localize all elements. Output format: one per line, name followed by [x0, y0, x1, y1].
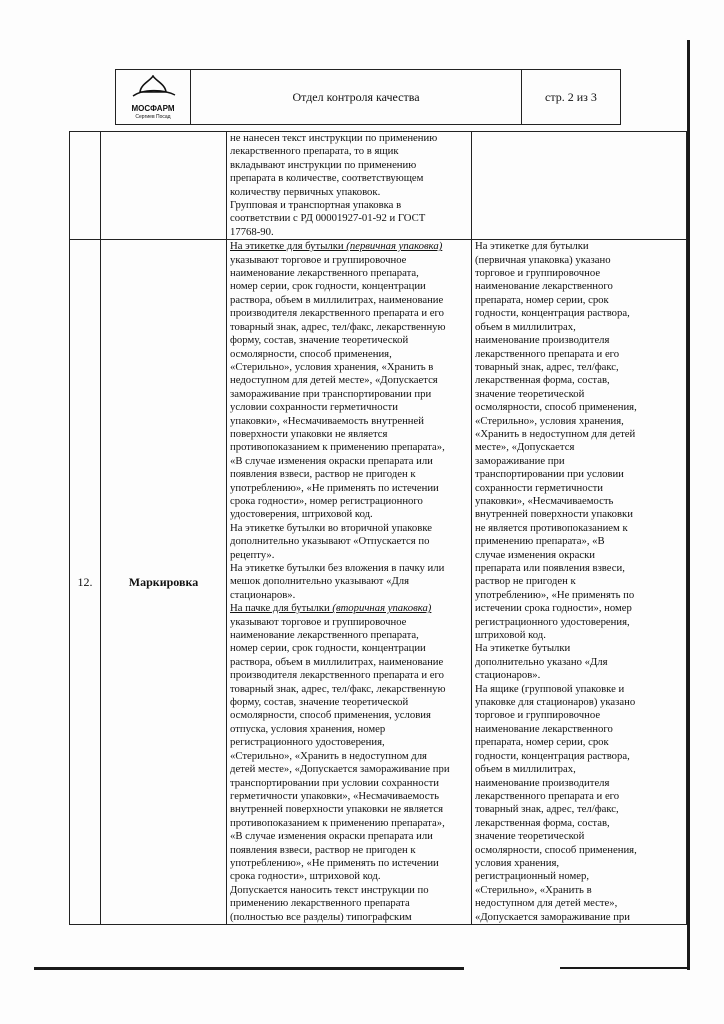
requirement-line: препарата в количестве, соответствующем: [230, 172, 424, 185]
requirement-line: форму, состав, значение теоретической: [230, 696, 409, 709]
result-line: упаковки», «Несмачиваемость: [475, 494, 614, 507]
requirement-line: лекарственного препарата, то в ящик: [230, 145, 399, 158]
requirement-line: раствора, объем в миллилитрах, наименование: [230, 655, 444, 668]
result-line: наименование лекарственного: [475, 722, 613, 735]
scan-bottom-edge-shadow-right: [560, 967, 688, 969]
result-cell: [472, 240, 687, 925]
requirement-line: недоступном для детей месте», «Допускается: [230, 374, 438, 387]
result-line: лекарственного препарата и его: [475, 347, 620, 360]
requirement-line: форму, состав, значение теоретической: [230, 334, 409, 347]
requirement-line: стационаров».: [230, 588, 296, 601]
requirement-line: поверхности упаковки не является: [230, 427, 388, 440]
requirement-block-b: [230, 616, 471, 924]
requirement-line-primary: [230, 240, 471, 253]
result-line: На этикетке для бутылки: [475, 240, 589, 253]
result-line: «Стерильно», условия хранения,: [475, 414, 624, 427]
result-line: лекарственная форма, состав,: [475, 816, 610, 829]
requirement-line: осмолярности, способ применения, условия: [230, 709, 431, 722]
requirement-line: употреблению», «Не применять по истечении: [230, 856, 439, 869]
result-line: объем в миллилитрах,: [475, 763, 576, 776]
requirement-line: «Стерильно», «Хранить в недоступном для: [230, 749, 427, 762]
row-name-cell: [101, 132, 227, 240]
requirement-line: замораживание при транспортировании при: [230, 387, 432, 400]
requirement-line: «Стерильно», условия хранения, «Хранить в: [230, 360, 434, 373]
row-name-cell: [101, 240, 227, 925]
table-row: [70, 132, 687, 240]
result-line: случае изменения окраски: [475, 548, 596, 561]
requirement-line: Групповая и транспортная упаковка в: [230, 199, 402, 212]
table-row: [70, 240, 687, 925]
requirement-line: не нанесен текст инструкции по применению: [230, 132, 438, 144]
result-line: годности, концентрация раствора,: [475, 749, 630, 762]
result-line: торговое и группировочное: [475, 709, 601, 722]
result-line: объем в миллилитрах,: [475, 320, 576, 333]
requirement-text: [227, 132, 471, 239]
requirement-line: герметичности упаковки», «Несмачиваемость: [230, 789, 439, 802]
requirement-line: На этикетке бутылки без вложения в пачку или: [230, 562, 445, 574]
requirement-secondary-prefix: На пачке для бутылки: [230, 602, 333, 615]
requirement-line: срока годности», номер регистрационного: [230, 494, 423, 507]
requirement-primary-emph: (первичная упаковка): [346, 240, 443, 253]
requirement-line: номер серии, срок годности, концентрации: [230, 642, 426, 655]
result-line: осмолярности, способ применения,: [475, 401, 637, 414]
result-cell: [472, 132, 687, 240]
result-line: замораживание при: [475, 454, 565, 467]
result-line: препарата, номер серии, срок: [475, 736, 609, 749]
requirement-line: «В случае изменения окраски препарата или: [230, 454, 433, 467]
row-number-cell: [70, 132, 101, 240]
result-line: товарный знак, адрес, тел/факс,: [475, 803, 619, 816]
requirement-line: употреблению», «Не применять по истечении: [230, 481, 439, 494]
result-line: наименование производителя: [475, 776, 610, 789]
requirement-line: дополнительно указывают «Отпускается по: [230, 535, 430, 548]
result-line: значение теоретической: [475, 387, 585, 400]
result-line: препарата или появления взвеси,: [475, 562, 625, 574]
row-number: 12.: [77, 574, 93, 589]
result-line: регистрационный номер,: [475, 870, 589, 883]
result-line: На ящике (групповой упаковке и: [475, 682, 625, 695]
result-line: внутренней поверхности упаковки: [475, 508, 633, 521]
requirement-line: указывают торговое и группировочное: [230, 615, 407, 628]
result-line: сохранности герметичности: [475, 481, 604, 494]
requirement-line: отпуска, условия хранения, номер: [230, 722, 386, 735]
requirement-line: детей месте», «Допускается замораживание при: [230, 763, 450, 776]
result-line: транспортировании при условии: [475, 468, 624, 481]
requirement-line: раствора, объем в миллилитрах, наименование: [230, 293, 444, 306]
requirement-line-secondary: [230, 602, 471, 615]
requirement-line: производителя лекарственного препарата и его: [230, 307, 444, 320]
result-line: не является противопоказанием к: [475, 521, 628, 534]
requirement-line: «В случае изменения окраски препарата или: [230, 830, 433, 843]
result-line: лекарственная форма, состав,: [475, 374, 610, 387]
document-header: [115, 69, 621, 125]
result-line: (первичная упаковка) указано: [475, 253, 611, 266]
requirement-line: наименование лекарственного препарата,: [230, 267, 419, 280]
result-line: штриховой код.: [475, 629, 546, 642]
requirement-line: На этикетке бутылки во вторичной упаковке: [230, 521, 432, 534]
result-line: регистрационного удостоверения,: [475, 615, 630, 628]
requirement-line: срока годности», штриховой код.: [230, 870, 381, 883]
row-name: Маркировка: [128, 574, 199, 589]
row-number-cell: [70, 240, 101, 925]
result-text: [472, 240, 686, 924]
requirement-line: появления взвеси, раствор не пригоден к: [230, 843, 416, 856]
requirement-line: товарный знак, адрес, тел/факс, лекарственную: [230, 320, 446, 333]
requirement-line: товарный знак, адрес, тел/факс, лекарственную: [230, 682, 446, 695]
requirement-cell: [227, 132, 472, 240]
requirement-line: условии сохранности герметичности: [230, 401, 398, 414]
result-line: стационаров».: [475, 669, 541, 682]
result-line: употреблению», «Не применять по: [475, 588, 635, 601]
requirement-line: указывают торговое и группировочное: [230, 253, 407, 266]
requirement-line: транспортировании при условии сохранности: [230, 776, 439, 789]
requirement-line: внутренней поверхности упаковки не является: [230, 803, 444, 816]
result-line: «Хранить в недоступном для детей: [475, 427, 636, 440]
requirement-line: 17768-90.: [230, 225, 274, 238]
requirement-line: удостоверения, штриховой код.: [230, 508, 373, 521]
requirement-line: появления взвеси, раствор не пригоден к: [230, 468, 416, 481]
logo-subtitle: Сергиев Посад: [135, 113, 171, 120]
result-line: применению препарата», «В: [475, 535, 605, 548]
requirement-line: мешок дополнительно указывают «Для: [230, 575, 410, 588]
scan-right-edge-shadow: [687, 40, 690, 970]
requirement-primary-prefix: На этикетке для бутылки: [230, 240, 347, 253]
result-line: торговое и группировочное: [475, 267, 601, 280]
requirement-line: наименование лекарственного препарата,: [230, 629, 419, 642]
requirement-line: (полностью все разделы) типографским: [230, 910, 412, 923]
result-line: условия хранения,: [475, 856, 560, 869]
requirement-block-a: [230, 254, 471, 603]
requirement-line: Допускается наносить текст инструкции по: [230, 883, 429, 896]
department-title: Отдел контроля качества: [191, 70, 522, 125]
result-line: раствор не пригоден к: [475, 575, 576, 588]
result-line: упаковке для стационаров) указано: [475, 696, 636, 709]
logo-name: МОСФАРМ: [131, 103, 175, 113]
result-line: «Допускается замораживание при: [475, 910, 630, 923]
requirement-line: противопоказанием к применению препарата»,: [230, 441, 445, 454]
requirement-line: номер серии, срок годности, концентрации: [230, 280, 426, 293]
result-line: наименование производителя: [475, 334, 610, 347]
requirement-line: применению лекарственного препарата: [230, 897, 410, 910]
requirement-line: производителя лекарственного препарата и его: [230, 669, 444, 682]
result-line: осмолярности, способ применения,: [475, 843, 637, 856]
requirement-line: противопоказанием к применению препарата»,: [230, 816, 445, 829]
result-line: лекарственного препарата и его: [475, 789, 620, 802]
result-line: месте», «Допускается: [475, 441, 575, 454]
requirement-line: регистрационного удостоверения,: [230, 736, 385, 749]
requirement-line: соответствии с РД 00001927-01-92 и ГОСТ: [230, 212, 426, 225]
scan-bottom-edge-shadow: [34, 967, 464, 970]
result-line: годности, концентрация раствора,: [475, 307, 630, 320]
result-line: наименование лекарственного: [475, 280, 613, 293]
requirement-line: рецепту».: [230, 548, 275, 561]
result-line: На этикетке бутылки: [475, 642, 571, 655]
mosfarm-dome-logo-icon: [125, 75, 181, 101]
page-number: стр. 2 из 3: [522, 70, 621, 125]
requirement-cell: [227, 240, 472, 925]
result-line: препарата, номер серии, срок: [475, 293, 609, 306]
requirement-text: [227, 240, 471, 924]
result-line: значение теоретической: [475, 830, 585, 843]
requirement-line: осмолярности, способ применения,: [230, 347, 392, 360]
result-line: дополнительно указано «Для: [475, 655, 608, 668]
result-line: товарный знак, адрес, тел/факс,: [475, 360, 619, 373]
result-line: истечении срока годности», номер: [475, 602, 632, 615]
result-line: недоступном для детей месте»,: [475, 897, 618, 910]
result-line: «Стерильно», «Хранить в: [475, 883, 592, 896]
requirement-line: вкладывают инструкции по применению: [230, 158, 417, 171]
logo-cell: [116, 70, 191, 125]
specification-table: [69, 131, 687, 925]
requirement-secondary-emph: (вторичная упаковка): [332, 602, 432, 615]
requirement-line: упаковки», «Несмачиваемость внутренней: [230, 414, 424, 427]
requirement-line: количеству первичных упаковок.: [230, 185, 381, 198]
